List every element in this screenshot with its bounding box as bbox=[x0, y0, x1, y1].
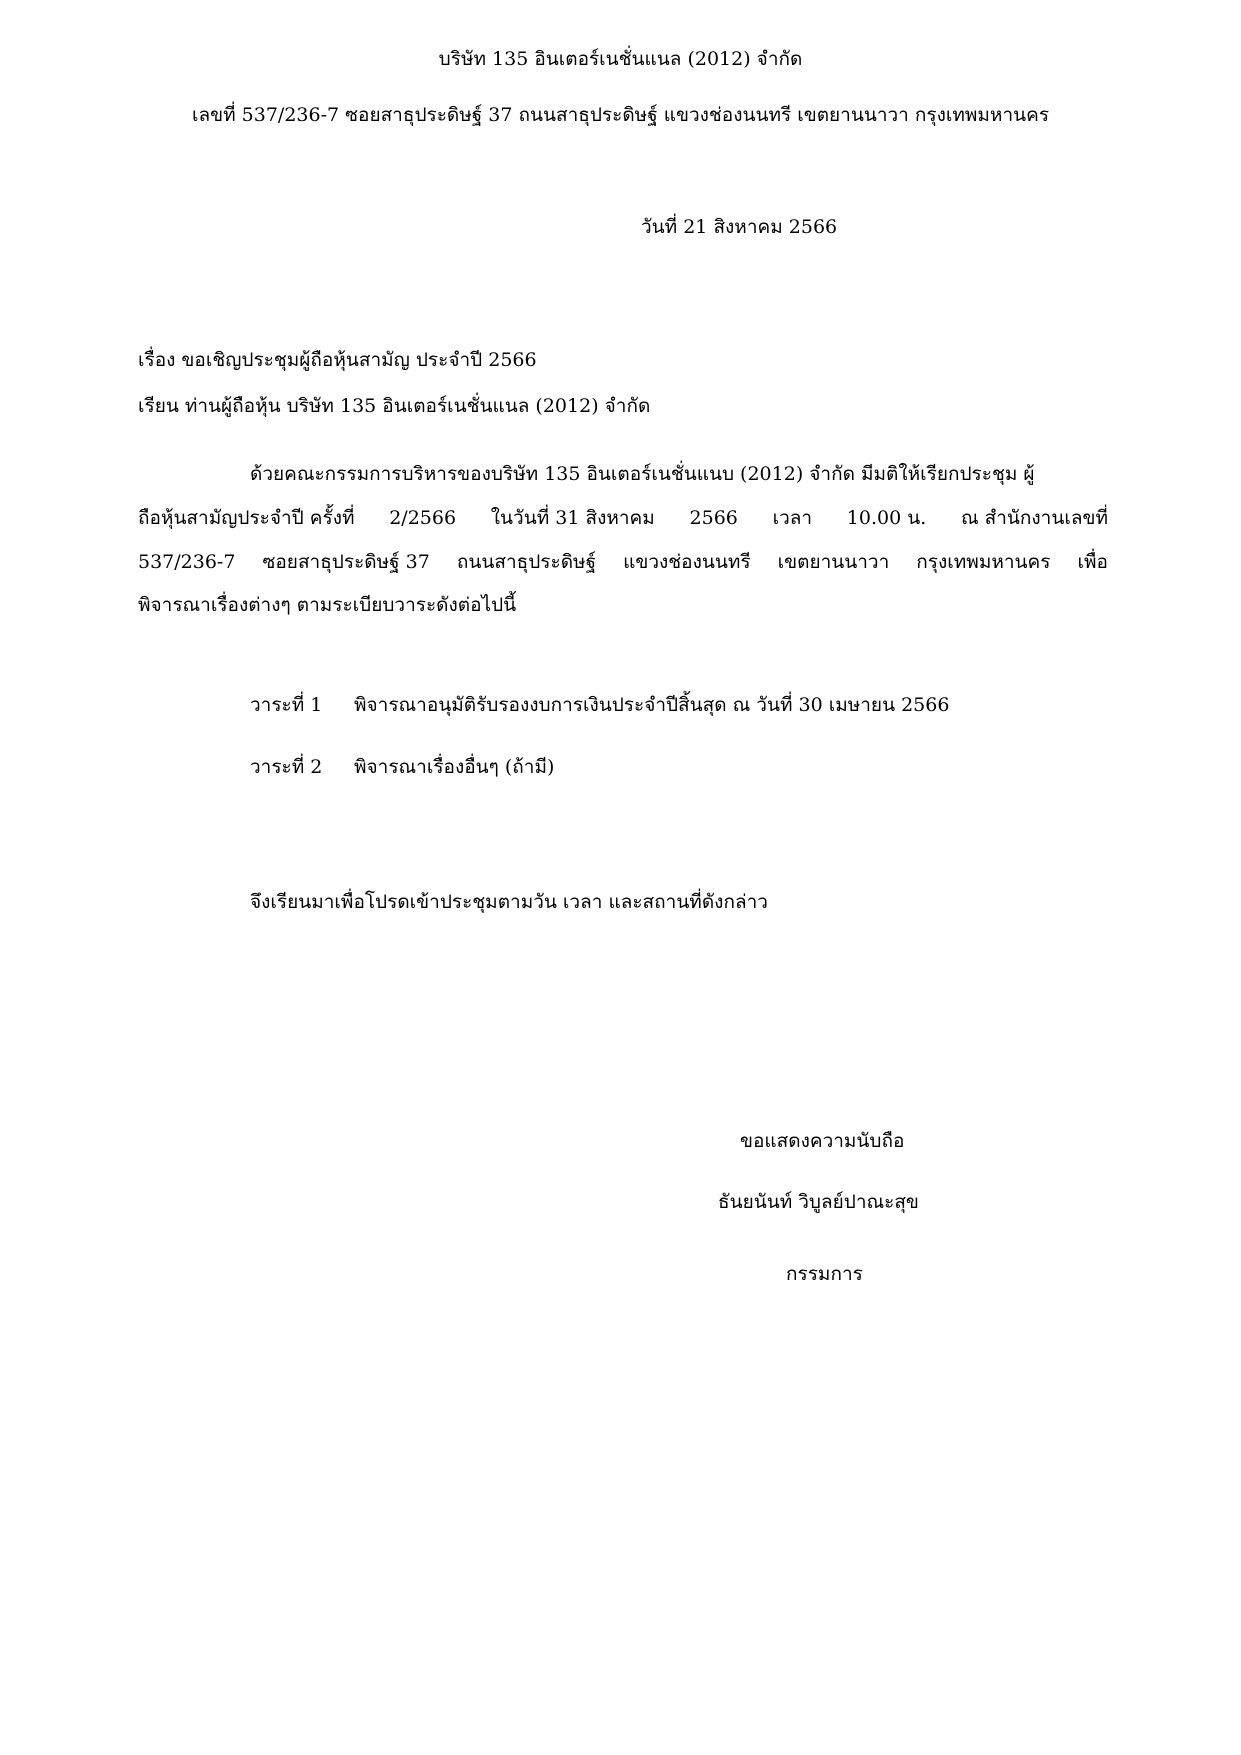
letter-subject: เรื่อง ขอเชิญประชุมผู้ถือหุ้นสามัญ ประจำปี 2566 bbox=[138, 349, 537, 371]
body-segment: ในวันที่ 31 สิงหาคม bbox=[490, 507, 655, 529]
letter-recipient: เรียน ท่านผู้ถือหุ้น บริษัท 135 อินเตอร์เนชั่นแนล (2012) จำกัด bbox=[138, 395, 651, 417]
body-segment: 10.00 น. bbox=[846, 507, 927, 529]
body-segment: เพื่อ bbox=[1077, 551, 1108, 573]
signature-greeting: ขอแสดงความนับถือ bbox=[740, 1130, 905, 1152]
agenda-number: วาระที่ 2 bbox=[250, 756, 323, 778]
body-segment: เขตยานนาวา bbox=[777, 551, 890, 573]
letter-date: วันที่ 21 สิงหาคม 2566 bbox=[641, 216, 838, 238]
agenda-text: พิจารณาอนุมัติรับรองงบการเงินประจำปีสิ้นสุด ณ วันที่ 30 เมษายน 2566 bbox=[354, 694, 950, 716]
body-segment: เวลา bbox=[772, 507, 813, 529]
body-segment: กรุงเทพมหานคร bbox=[916, 551, 1051, 573]
company-name: บริษัท 135 อินเตอร์เนชั่นแนล (2012) จำกัด bbox=[438, 48, 803, 70]
body-segment: 537/236-7 bbox=[138, 551, 236, 573]
body-line-1: ด้วยคณะกรรมการบริหารของบริษัท 135 อินเตอร์เนชั่นแนบ (2012) จำกัด มีมติให้เรียกประชุม ผู้ bbox=[250, 463, 1035, 485]
closing-sentence: จึงเรียนมาเพื่อโปรดเข้าประชุมตามวัน เวลา และสถานที่ดังกล่าว bbox=[250, 891, 768, 913]
body-segment: ซอยสาธุประดิษฐ์ 37 bbox=[262, 551, 430, 573]
body-line-3 bbox=[138, 549, 1108, 575]
body-segment: 2/2566 bbox=[389, 507, 457, 529]
body-line-4: พิจารณาเรื่องต่างๆ ตามระเบียบวาระดังต่อไปนี้ bbox=[138, 594, 517, 616]
body-segment: ถือหุ้นสามัญประจำปี ครั้งที่ bbox=[138, 507, 355, 529]
body-segment: 2566 bbox=[689, 507, 738, 529]
body-segment: แขวงช่องนนทรี bbox=[623, 551, 751, 573]
body-segment: ณ สำนักงานเลขที่ bbox=[960, 507, 1108, 529]
company-address: เลขที่ 537/236-7 ซอยสาธุประดิษฐ์ 37 ถนนสาธุประดิษฐ์ แขวงช่องนนทรี เขตยานนาวา กรุงเทพมหานคร bbox=[191, 104, 1050, 126]
agenda-text: พิจารณาเรื่องอื่นๆ (ถ้ามี) bbox=[354, 756, 555, 778]
agenda-number: วาระที่ 1 bbox=[250, 694, 323, 716]
body-line-2 bbox=[138, 505, 1108, 531]
body-segment: ถนนสาธุประดิษฐ์ bbox=[456, 551, 597, 573]
agenda-item-2 bbox=[250, 754, 554, 780]
agenda-item-1 bbox=[250, 692, 949, 718]
signature-title: กรรมการ bbox=[786, 1263, 863, 1285]
signature-name: ธันยนันท์ วิบูลย์ปาณะสุข bbox=[718, 1191, 919, 1213]
